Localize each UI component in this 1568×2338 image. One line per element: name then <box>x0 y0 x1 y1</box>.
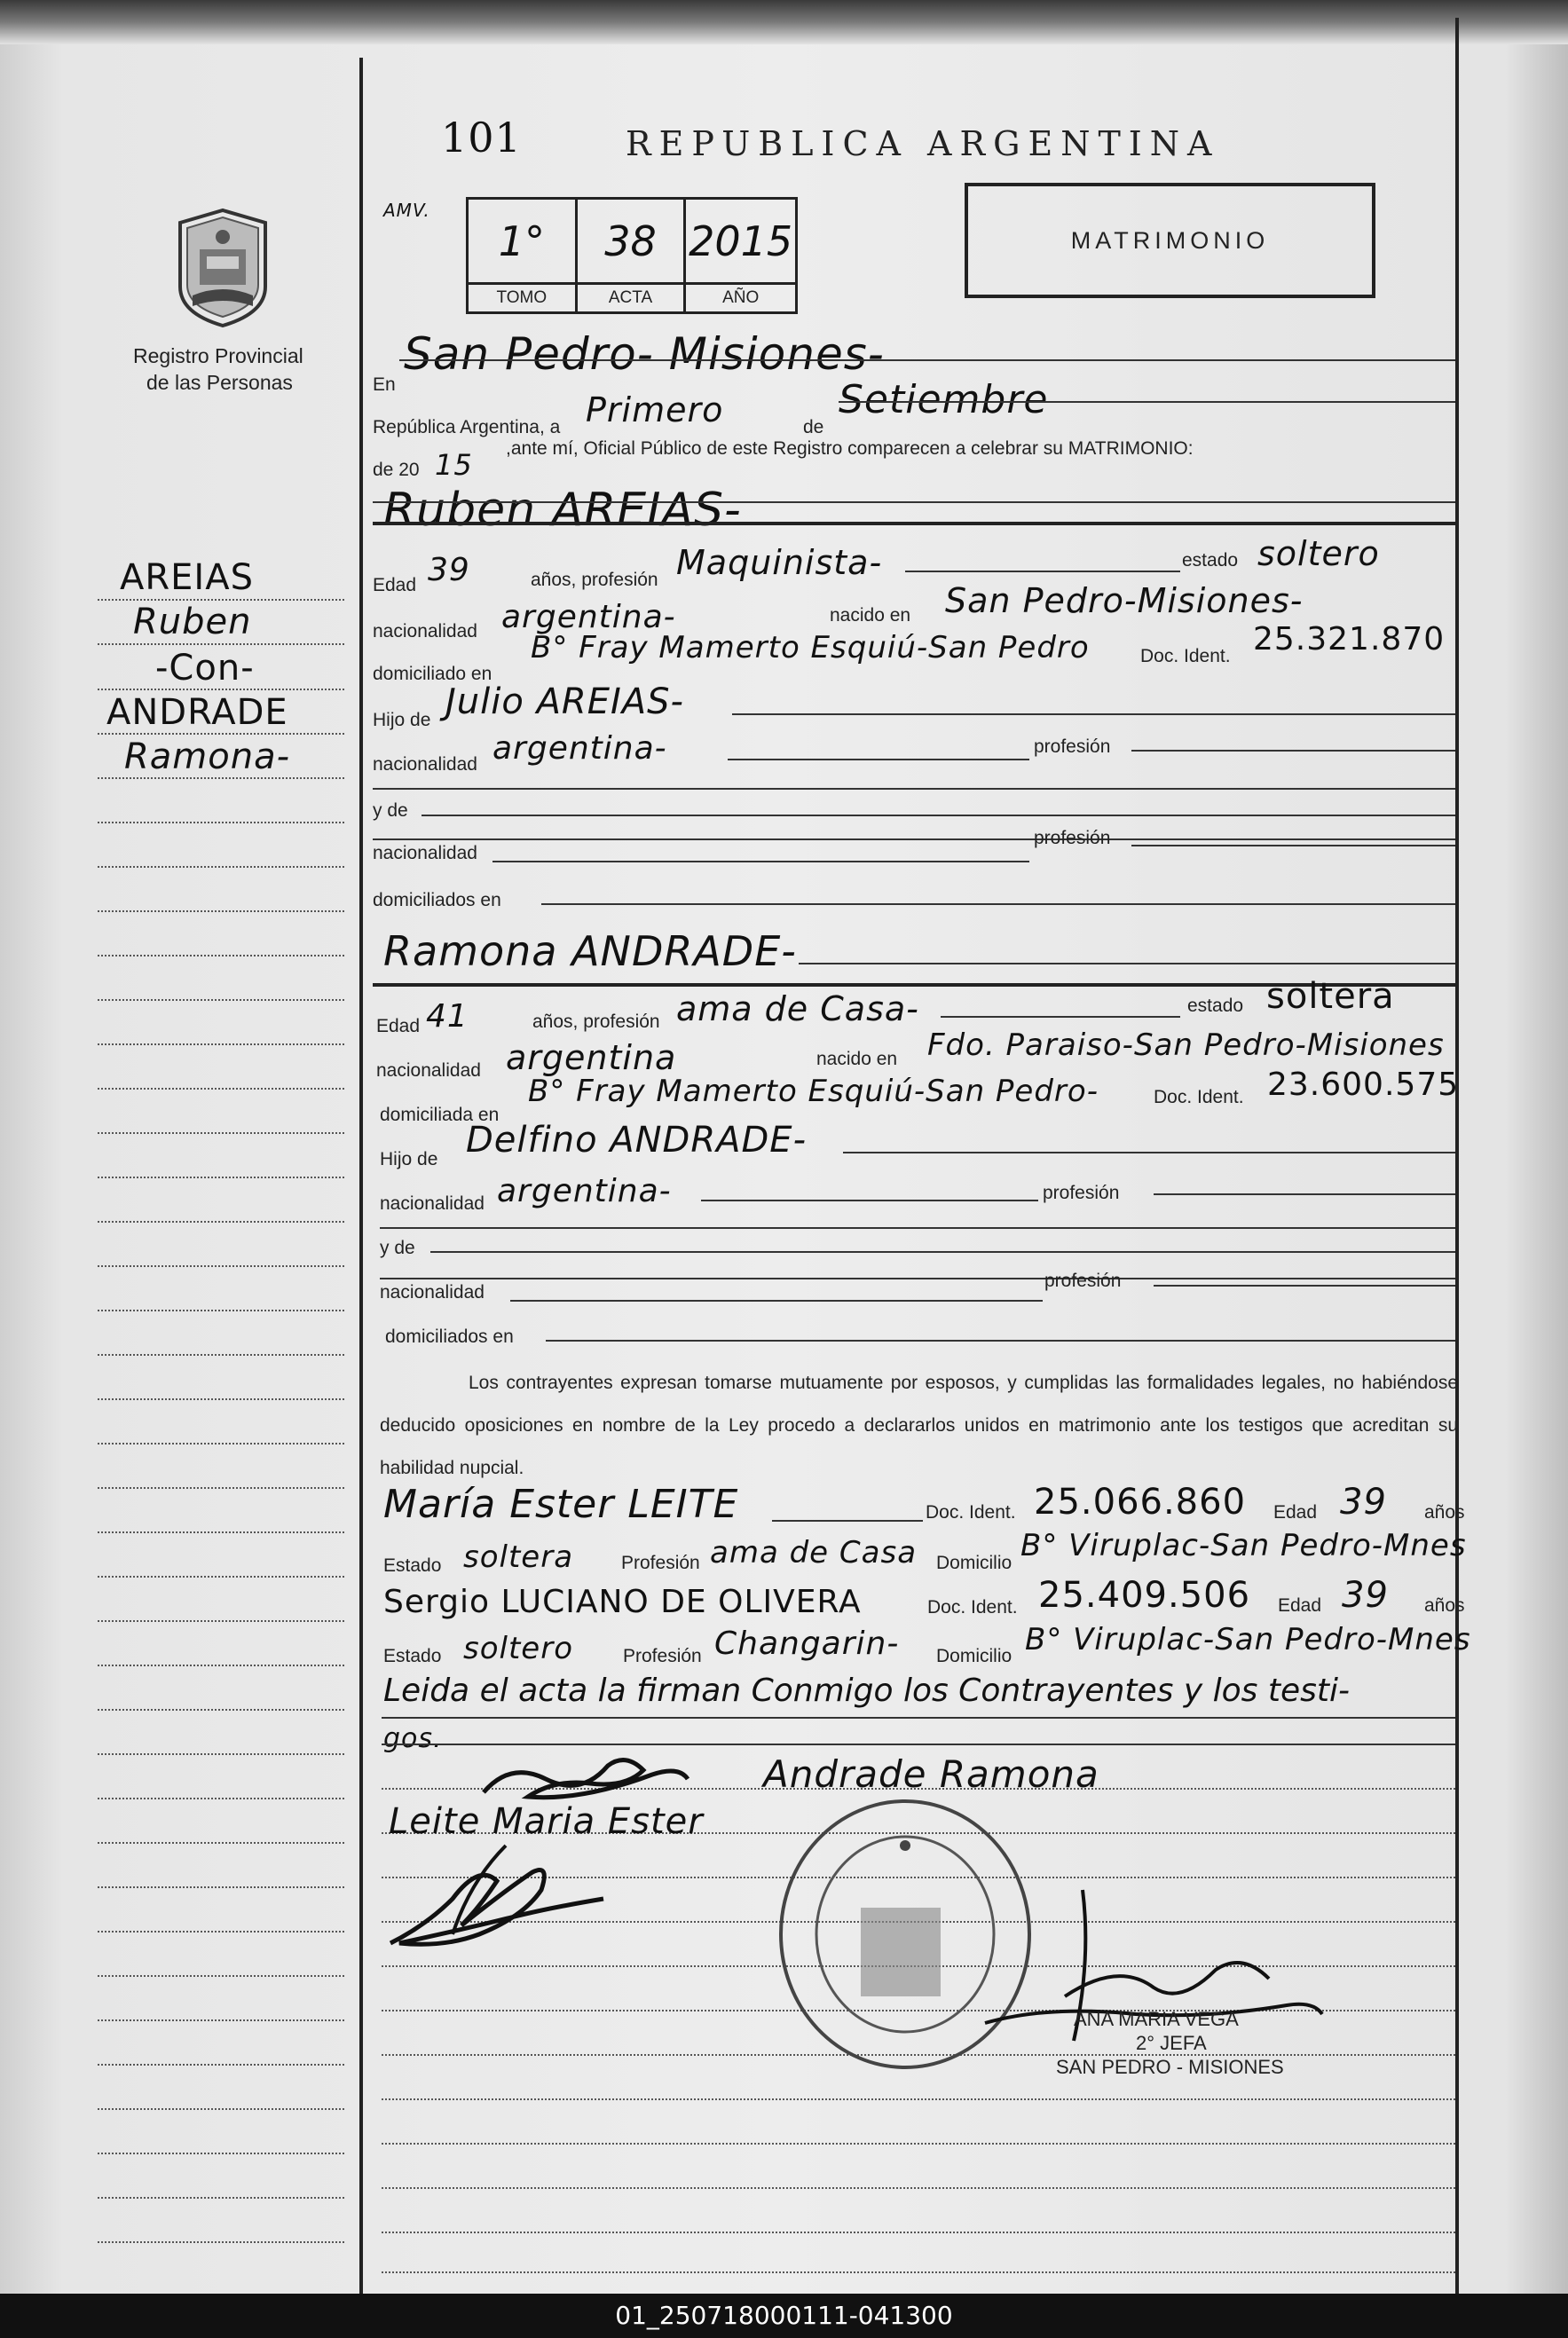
year-suffix: 15 <box>435 448 473 482</box>
groom-nacido-label: nacido en <box>830 605 911 626</box>
folio-number: 101 <box>441 114 522 161</box>
witness2-estado-label: Estado <box>383 1646 442 1666</box>
place-line <box>399 359 1455 361</box>
en-label: En <box>373 374 396 395</box>
bride-padre-nac-label: nacionalidad <box>380 1193 485 1214</box>
groom-madre-nac-label: nacionalidad <box>373 843 477 863</box>
groom-madre-nac-line <box>492 861 1029 862</box>
bride-padre-profesion-line <box>1154 1193 1455 1195</box>
witness1-name-line <box>772 1520 923 1522</box>
bride-madre-nac-label: nacionalidad <box>380 1282 485 1303</box>
frame-left-border <box>359 58 363 2294</box>
bride-domicilio: B° Fray Mamerto Esquiú-San Pedro- <box>528 1074 1099 1109</box>
official-office: SAN PEDRO - MISIONES <box>1056 2056 1284 2078</box>
groom-padre-nac: argentina- <box>492 730 667 767</box>
anio-label: AÑO <box>686 282 795 311</box>
country-title: REPUBLICA ARGENTINA <box>626 124 1220 163</box>
official-title: 2° JEFA <box>1136 2032 1207 2054</box>
witness2-signature <box>373 1828 621 1961</box>
provincial-seal-icon <box>173 207 272 329</box>
acta-value: 38 <box>604 217 657 265</box>
witness2-domicilio-label: Domicilio <box>936 1646 1013 1666</box>
witness2-profesion-label: Profesión <box>623 1646 702 1666</box>
bride-padre-line <box>843 1152 1455 1153</box>
bride-padre-nac-line <box>701 1200 1038 1201</box>
tomo-cell <box>469 200 578 311</box>
groom-padre-nac-line <box>728 759 1029 760</box>
bride-profesion: ama de Casa- <box>676 989 919 1028</box>
acta-label: ACTA <box>578 282 684 311</box>
bride-madre-line <box>430 1251 1455 1253</box>
anio-cell <box>686 200 795 311</box>
witness1-doc-label: Doc. Ident. <box>926 1502 1016 1523</box>
witness1-profesion-label: Profesión <box>621 1553 700 1573</box>
margin-name-4: ANDRADE <box>106 692 288 733</box>
bride-profesion-line <box>941 1016 1180 1018</box>
closing-line-2: gos. <box>383 1723 443 1754</box>
place-value: San Pedro- Misiones- <box>404 328 885 380</box>
groom-doc: 25.321.870 <box>1253 621 1446 657</box>
groom-extra-line <box>373 788 1455 790</box>
year-prefix: de 20 <box>373 460 420 480</box>
registry-name-line2: de las Personas <box>146 371 293 394</box>
day-value: Primero <box>586 390 724 429</box>
anio-value: 2015 <box>689 217 793 265</box>
witness1-estado-label: Estado <box>383 1555 442 1576</box>
bride-extra-line-2 <box>380 1278 1455 1279</box>
witness1-edad-label: Edad <box>1273 1502 1318 1523</box>
groom-padre-profesion-label: profesión <box>1034 736 1111 757</box>
witness1-profesion: ama de Casa <box>710 1535 918 1570</box>
bride-hijo-label: Hijo de <box>380 1149 438 1169</box>
bride-edad-label: Edad <box>376 1016 421 1036</box>
groom-doc-label: Doc. Ident. <box>1140 646 1231 666</box>
witness2-doc-label: Doc. Ident. <box>927 1597 1018 1618</box>
margin-name-1: AREIAS <box>120 557 254 598</box>
bride-edad: 41 <box>426 998 469 1035</box>
republica-label: República Argentina, a <box>373 417 561 437</box>
witness2-name: Sergio LUCIANO DE OLIVERA <box>383 1584 862 1620</box>
witness1-doc: 25.066.860 <box>1034 1482 1247 1523</box>
amv-note: AMV. <box>383 200 430 221</box>
witness1-domicilio: B° Viruplac-San Pedro-Mnes <box>1020 1528 1467 1563</box>
witness2-estado: soltero <box>463 1631 573 1666</box>
footer-id: 01_250718000111-041300 <box>0 2294 1568 2338</box>
witness1-domicilio-label: Domicilio <box>936 1553 1013 1573</box>
groom-padre-nac-label: nacionalidad <box>373 754 477 775</box>
bride-madre-profesion-line <box>1154 1285 1455 1287</box>
groom-domiciliado-label: domiciliado en <box>373 664 492 684</box>
bride-name-line-top <box>799 963 1455 964</box>
witness1-signature: Leite Maria Ester <box>389 1801 704 1842</box>
groom-domiciliados-label: domiciliados en <box>373 890 501 910</box>
act-number-box <box>466 197 798 314</box>
bride-nacido-label: nacido en <box>816 1049 898 1069</box>
groom-padre-profesion-line <box>1131 750 1455 752</box>
de-label: de <box>803 417 824 437</box>
witness1-name: María Ester LEITE <box>383 1482 739 1527</box>
groom-anos-profesion-label: años, profesión <box>531 570 658 590</box>
groom-profesion-line <box>905 571 1180 572</box>
groom-madre-line <box>422 815 1455 816</box>
groom-domicilio: B° Fray Mamerto Esquiú-San Pedro <box>531 630 1090 665</box>
witness1-anos-label: años <box>1424 1502 1465 1523</box>
bride-madre-nac-line <box>510 1300 1043 1302</box>
groom-estado: soltero <box>1257 534 1380 573</box>
groom-name-line-top <box>373 501 1455 503</box>
bride-signature: Andrade Ramona <box>763 1752 1099 1796</box>
groom-name: Ruben AREIAS- <box>383 484 742 537</box>
bride-extra-line <box>380 1227 1455 1229</box>
bride-madre-profesion-label: profesión <box>1044 1271 1122 1291</box>
frame-right-border <box>1455 18 1459 2294</box>
witness2-domicilio: B° Viruplac-San Pedro-Mnes <box>1025 1622 1471 1657</box>
groom-y-de-label: y de <box>373 800 408 821</box>
groom-edad-label: Edad <box>373 575 417 595</box>
bride-y-de-label: y de <box>380 1238 415 1258</box>
bride-domiciliados-label: domiciliados en <box>385 1326 514 1347</box>
witness2-profesion: Changarin- <box>714 1626 900 1662</box>
groom-profesion: Maquinista- <box>676 543 883 582</box>
groom-madre-profesion-line <box>1131 845 1455 846</box>
bride-estado-label: estado <box>1187 996 1244 1016</box>
bride-padre-nac: argentina- <box>497 1173 672 1209</box>
bride-doc: 23.600.575 <box>1267 1067 1460 1103</box>
groom-madre-profesion-label: profesión <box>1034 828 1111 848</box>
scan-shadow <box>0 0 1568 44</box>
closing-line-1-rule <box>382 1717 1455 1719</box>
bride-padre-profesion-label: profesión <box>1043 1183 1120 1203</box>
groom-extra-line-2 <box>373 838 1455 840</box>
bride-estado: soltera <box>1266 976 1395 1017</box>
bride-nacionalidad: argentina <box>506 1038 677 1077</box>
intro-statement: ,ante mí, Oficial Público de este Registro comparecen a celebrar su MATRIMONIO: <box>506 438 1194 459</box>
month-value: Setiembre <box>839 377 1049 422</box>
acta-cell <box>578 200 687 311</box>
bride-padre: Delfino ANDRADE- <box>466 1120 808 1161</box>
bride-nacionalidad-label: nacionalidad <box>376 1060 481 1081</box>
groom-nacionalidad-label: nacionalidad <box>373 621 477 642</box>
witness2-edad: 39 <box>1342 1575 1389 1616</box>
closing-line-1: Leida el acta la firman Conmigo los Contrayentes y los testi- <box>383 1673 1350 1709</box>
witness2-doc: 25.409.506 <box>1038 1575 1251 1616</box>
groom-estado-label: estado <box>1182 550 1239 571</box>
bride-domiciliados-line <box>546 1340 1455 1342</box>
official-name: ANA MARIA VEGA <box>1074 2008 1239 2030</box>
groom-domiciliados-line <box>541 903 1455 905</box>
bride-anos-profesion-label: años, profesión <box>532 1012 660 1032</box>
bride-name: Ramona ANDRADE- <box>383 927 797 975</box>
witness1-estado: soltera <box>463 1539 574 1575</box>
registry-name-line1: Registro Provincial <box>133 344 303 367</box>
groom-name-line <box>373 522 1455 525</box>
tomo-label: TOMO <box>469 282 575 311</box>
bride-nacido: Fdo. Paraiso-San Pedro-Misiones <box>927 1027 1445 1063</box>
bride-domiciliada-label: domiciliada en <box>380 1105 500 1125</box>
margin-name-2: Ruben <box>133 602 252 642</box>
witness2-edad-label: Edad <box>1278 1595 1322 1616</box>
groom-hijo-label: Hijo de <box>373 710 431 730</box>
declaration-text: Los contrayentes expresan tomarse mutuamente por esposos, y cumplidas las formalidades legales, no habiéndose deducido oposiciones en nombre de la Ley procedo a declararlos unidos en matrimonio ante los testigos que acreditan su habilidad nupcial. <box>380 1373 1458 1478</box>
tomo-value: 1° <box>498 217 545 265</box>
groom-nacionalidad: argentina- <box>501 599 676 635</box>
groom-nacido: San Pedro-Misiones- <box>945 581 1304 620</box>
month-line <box>839 401 1455 403</box>
witness1-edad: 39 <box>1340 1482 1387 1523</box>
groom-edad: 39 <box>428 552 470 588</box>
groom-padre: Julio AREIAS- <box>445 681 684 722</box>
margin-name-5: Ramona- <box>124 736 291 777</box>
witness2-anos-label: años <box>1424 1595 1465 1616</box>
bride-doc-label: Doc. Ident. <box>1154 1087 1244 1107</box>
act-type-box: MATRIMONIO <box>965 183 1375 298</box>
groom-padre-line <box>732 713 1455 715</box>
margin-name-3: -Con- <box>155 648 255 689</box>
